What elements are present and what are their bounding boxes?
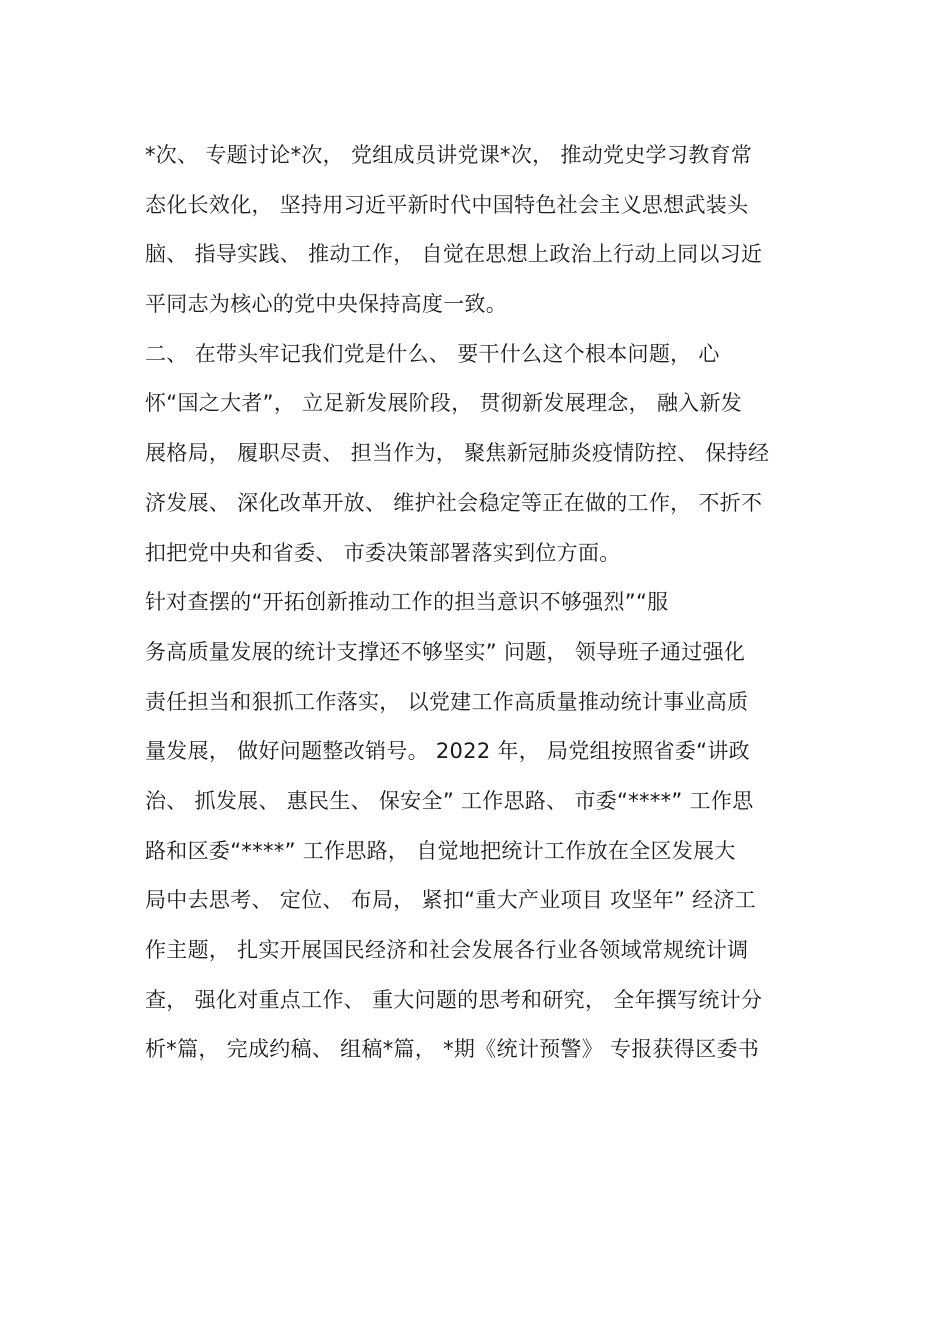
text-line: 展格局， 履职尽责、 担当作为， 聚焦新冠肺炎疫情防控、 保持经 (145, 441, 770, 466)
text-line: 路和区委“****” 工作思路， 自觉地把统计工作放在全区发展大 (145, 838, 736, 863)
text-line: 责任担当和狠抓工作落实， 以党建工作高质量推动统计事业高质 (145, 689, 749, 714)
text-line: 查， 强化对重点工作、 重大问题的思考和研究， 全年撰写统计分 (145, 987, 763, 1012)
text-line: 局中去思考、 定位、 布局， 紧扣“重大产业项目 攻坚年” 经济工 (145, 888, 757, 913)
text-line: 量发展， 做好问题整改销号。 2022 年， 局党组按照省委“讲政 (145, 739, 750, 764)
text-line: 平同志为核心的党中央保持高度一致。 (145, 292, 508, 317)
text-line: *次、 专题讨论*次， 党组成员讲党课*次， 推动党史学习教育常 (145, 143, 753, 167)
text-line: 态化长效化， 坚持用习近平新时代中国特色社会主义思想武装头 (145, 192, 749, 217)
text-line: 治、 抓发展、 惠民生、 保安全” 工作思路、 市委“****” 工作思 (145, 788, 754, 813)
body-text (145, 131, 825, 1075)
text-line: 析*篇， 完成约稿、 组稿*篇， *期《统计预警》 专报获得区委书 (145, 1037, 760, 1062)
text-line: 脑、 指导实践、 推动工作， 自觉在思想上政治上行动上同以习近 (145, 242, 763, 267)
text-line: 济发展、 深化改革开放、 维护社会稳定等正在做的工作， 不折不 (145, 490, 763, 515)
paragraph-start-line: 针对查摆的“开拓创新推动工作的担当意识不够强烈”“服 (145, 590, 669, 615)
text-line: 扣把党中央和省委、 市委决策部署落实到位方面。 (145, 540, 621, 565)
text-line: 务高质量发展的统计支撑还不够坚实” 问题， 领导班子通过强化 (145, 639, 746, 664)
text-line: 怀“国之大者”， 立足新发展阶段， 贯彻新发展理念， 融入新发 (145, 391, 743, 416)
text-line: 作主题， 扎实开展国民经济和社会发展各行业各领域常规统计调 (145, 938, 749, 962)
section-heading-line: 二、 在带头牢记我们党是什么、 要干什么这个根本问题， 心 (145, 341, 720, 366)
